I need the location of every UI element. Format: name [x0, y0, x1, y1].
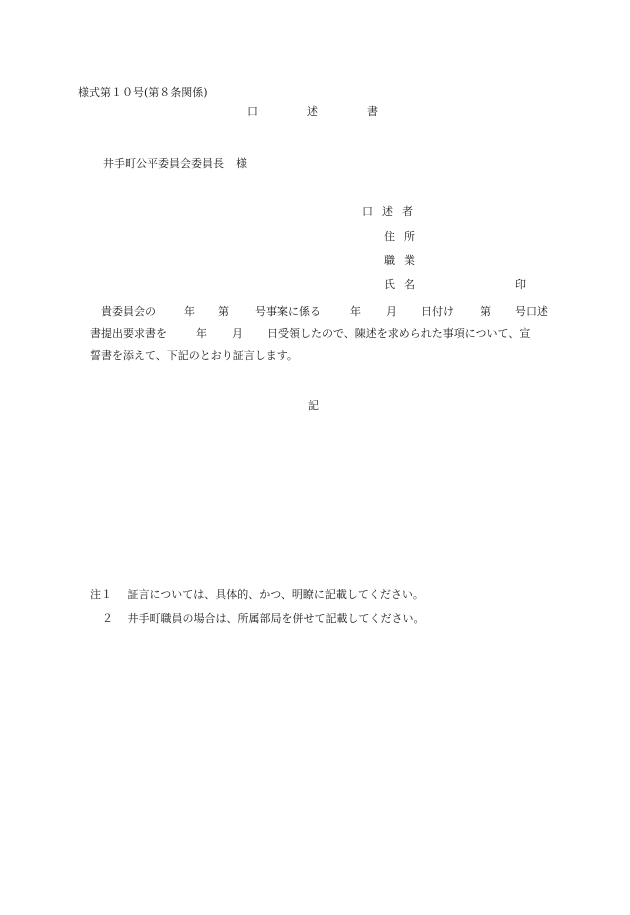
addressee-honorific: 様 — [236, 157, 247, 170]
body-line-1 — [90, 301, 560, 323]
body-text-segment: 号事案に係る — [255, 305, 321, 318]
body-text-segment: 第 — [480, 305, 491, 318]
addressee-name: 井手町公平委員会委員長 — [103, 157, 224, 170]
body-text-segment: 日付け — [421, 305, 454, 318]
title-char-2: 述 — [307, 105, 318, 118]
ki-heading: 記 — [308, 399, 319, 412]
note-1-number: 注１ — [90, 588, 112, 601]
body-text-segment: 月 — [232, 327, 243, 340]
body-paragraph — [90, 301, 560, 367]
body-text-segment: 号口述 — [515, 305, 548, 318]
body-line-3 — [90, 345, 560, 367]
note-1 — [90, 586, 424, 602]
note-2-number: ２ — [102, 612, 113, 625]
address-label: 住所 — [384, 230, 424, 243]
body-text-segment: 月 — [386, 305, 397, 318]
title-char-1: 口 — [247, 105, 258, 118]
name-label: 氏名 — [384, 278, 424, 291]
note-2 — [102, 610, 425, 626]
body-text-segment: 貴委員会の — [101, 305, 156, 318]
form-number: 様式第１０号(第８条関係) — [78, 86, 208, 99]
declarant-label: 口述者 — [362, 205, 422, 218]
body-text-segment: 年 — [196, 327, 207, 340]
body-text-segment: 年 — [184, 305, 195, 318]
body-text-segment: 誓書を添えて、下記のとおり証言します。 — [90, 349, 298, 362]
body-line-2 — [90, 323, 560, 345]
body-text-segment: 書提出要求書を — [90, 327, 167, 340]
occupation-label: 職業 — [384, 254, 424, 267]
note-2-text: 井手町職員の場合は、所属部局を併せて記載してください。 — [127, 612, 425, 625]
document-title — [0, 103, 630, 119]
body-text-segment: 第 — [218, 305, 229, 318]
body-text-segment: 年 — [350, 305, 361, 318]
seal-mark: 印 — [515, 278, 526, 291]
note-1-text: 証言については、具体的、かつ、明瞭に記載してください。 — [127, 588, 424, 601]
title-char-3: 書 — [367, 105, 378, 118]
addressee — [103, 155, 247, 171]
body-text-segment: 日受領したので、陳述を求められた事項について、宣 — [267, 327, 531, 340]
